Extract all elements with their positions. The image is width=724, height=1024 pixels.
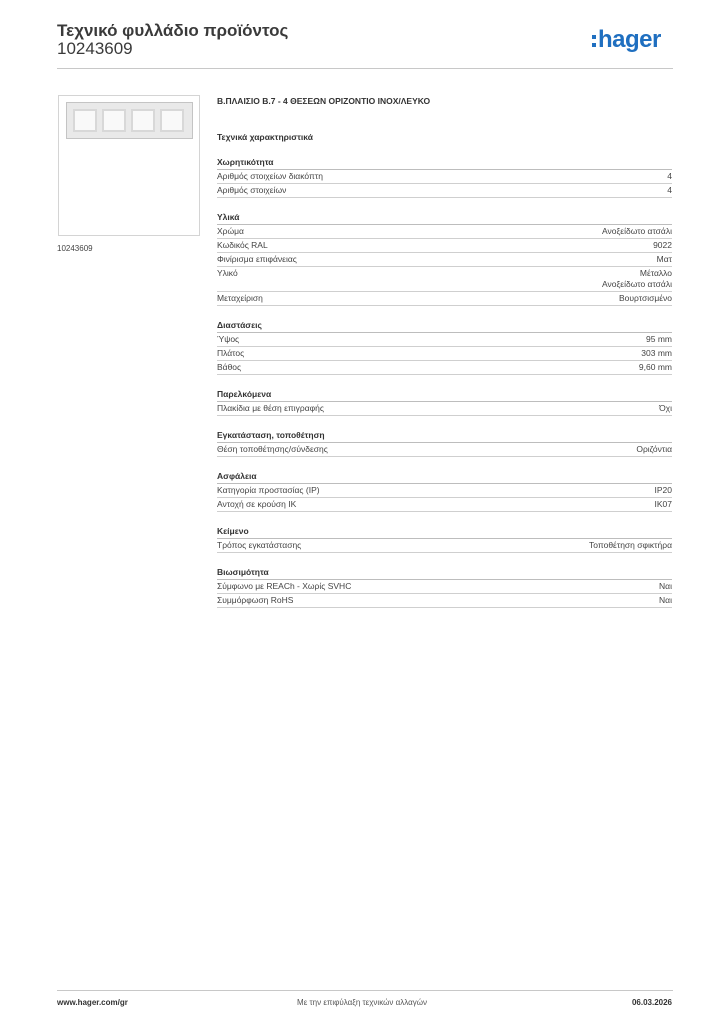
spec-row <box>217 443 672 457</box>
spec-row <box>217 498 672 512</box>
section-title: Παρελκόμενα <box>217 388 672 402</box>
spec-value: Όχι <box>659 403 672 413</box>
spec-row <box>217 539 672 553</box>
spec-value: 4 <box>667 185 672 195</box>
spec-row <box>217 402 672 416</box>
spec-value: Ανοξείδωτο ατσάλι <box>601 226 672 236</box>
spec-value: Βουρτσισμένο <box>618 293 672 303</box>
spec-section <box>217 429 672 457</box>
spec-value: Ναι <box>659 595 672 605</box>
spec-sections <box>217 156 672 608</box>
spec-value: Τοποθέτηση σφικτήρα <box>588 540 672 550</box>
spec-label: Αριθμός στοιχείων διακόπτη <box>217 171 323 181</box>
spec-row <box>217 580 672 594</box>
tech-heading: Τεχνικά χαρακτηριστικά <box>217 132 313 142</box>
spec-label: Μεταχείριση <box>217 293 263 303</box>
spec-label: Πλακίδια με θέση επιγραφής <box>217 403 324 413</box>
spec-label: Χρώμα <box>217 226 244 236</box>
spec-row <box>217 170 672 184</box>
footer-date: 06.03.2026 <box>631 998 672 1007</box>
spec-label: Κατηγορία προστασίας (IP) <box>217 485 320 495</box>
logo-colon-icon <box>592 32 596 48</box>
section-title: Υλικά <box>217 211 672 225</box>
product-image-box <box>58 95 200 236</box>
spec-label: Θέση τοποθέτησης/σύνδεσης <box>217 444 328 454</box>
spec-section <box>217 525 672 553</box>
spec-value: IP20 <box>654 485 672 495</box>
document-title: Τεχνικό φυλλάδιο προϊόντος <box>57 21 289 40</box>
spec-label: Πλάτος <box>217 348 245 358</box>
frame-cell <box>160 109 184 132</box>
spec-row <box>217 292 672 306</box>
spec-row <box>217 484 672 498</box>
spec-label: Αντοχή σε κρούση IK <box>217 499 297 509</box>
spec-row <box>217 594 672 608</box>
spec-label: Υλικό <box>217 268 238 278</box>
product-image-caption: 10243609 <box>57 244 93 253</box>
frame-product-image <box>66 102 193 139</box>
spec-value: Ματ <box>656 254 672 264</box>
spec-label: Βάθος <box>217 362 242 372</box>
spec-value: Ναι <box>659 581 672 591</box>
spec-row <box>217 333 672 347</box>
spec-label: Τρόπος εγκατάστασης <box>217 540 302 550</box>
frame-cell <box>102 109 126 132</box>
spec-value: Οριζόντια <box>636 444 672 454</box>
spec-value: 9,60 mm <box>638 362 672 372</box>
section-title: Διαστάσεις <box>217 319 672 333</box>
header-divider <box>57 68 673 69</box>
spec-label: Σύμφωνο με REACh - Χωρίς SVHC <box>217 581 352 591</box>
frame-cell <box>131 109 155 132</box>
spec-label: Ύψος <box>217 334 240 344</box>
hager-logo <box>592 26 661 54</box>
section-title: Κείμενο <box>217 525 672 539</box>
spec-value: 4 <box>667 171 672 181</box>
spec-row <box>217 239 672 253</box>
spec-row <box>217 253 672 267</box>
spec-section <box>217 566 672 608</box>
section-title: Ασφάλεια <box>217 470 672 484</box>
spec-row <box>217 184 672 198</box>
product-name: Β.ΠΛΑΙΣΙΟ Β.7 - 4 ΘΕΣΕΩΝ ΟΡΙΖΟΝΤΙΟ ΙΝΟΧ/ΛΕΥΚΟ <box>217 96 431 106</box>
footer-divider <box>57 990 673 991</box>
spec-section <box>217 470 672 512</box>
section-title: Βιωσιμότητα <box>217 566 672 580</box>
spec-row <box>217 347 672 361</box>
spec-label: Φινίρισμα επιφάνειας <box>217 254 297 264</box>
document-code: 10243609 <box>57 39 133 58</box>
spec-row <box>217 225 672 239</box>
footer-note: Με την επιφύλαξη τεχνικών αλλαγών <box>297 998 427 1007</box>
spec-content <box>217 95 672 608</box>
spec-row <box>217 361 672 375</box>
spec-label: Συμμόρφωση RoHS <box>217 595 294 605</box>
footer-url: www.hager.com/gr <box>57 998 128 1007</box>
logo-text: hager <box>598 26 661 53</box>
spec-section <box>217 156 672 198</box>
spec-label: Κωδικός RAL <box>217 240 268 250</box>
spec-label: Αριθμός στοιχείων <box>217 185 287 195</box>
spec-section <box>217 319 672 375</box>
spec-value: 9022 <box>653 240 672 250</box>
frame-cell <box>73 109 97 132</box>
section-title: Χωρητικότητα <box>217 156 672 170</box>
spec-row <box>217 267 672 292</box>
spec-value: 95 mm <box>646 334 672 344</box>
spec-section <box>217 388 672 416</box>
section-title: Εγκατάσταση, τοποθέτηση <box>217 429 672 443</box>
spec-value: 303 mm <box>641 348 672 358</box>
spec-section <box>217 211 672 306</box>
spec-value: Μέταλλο Ανοξείδωτο ατσάλι <box>601 268 672 289</box>
spec-value: IK07 <box>654 499 672 509</box>
